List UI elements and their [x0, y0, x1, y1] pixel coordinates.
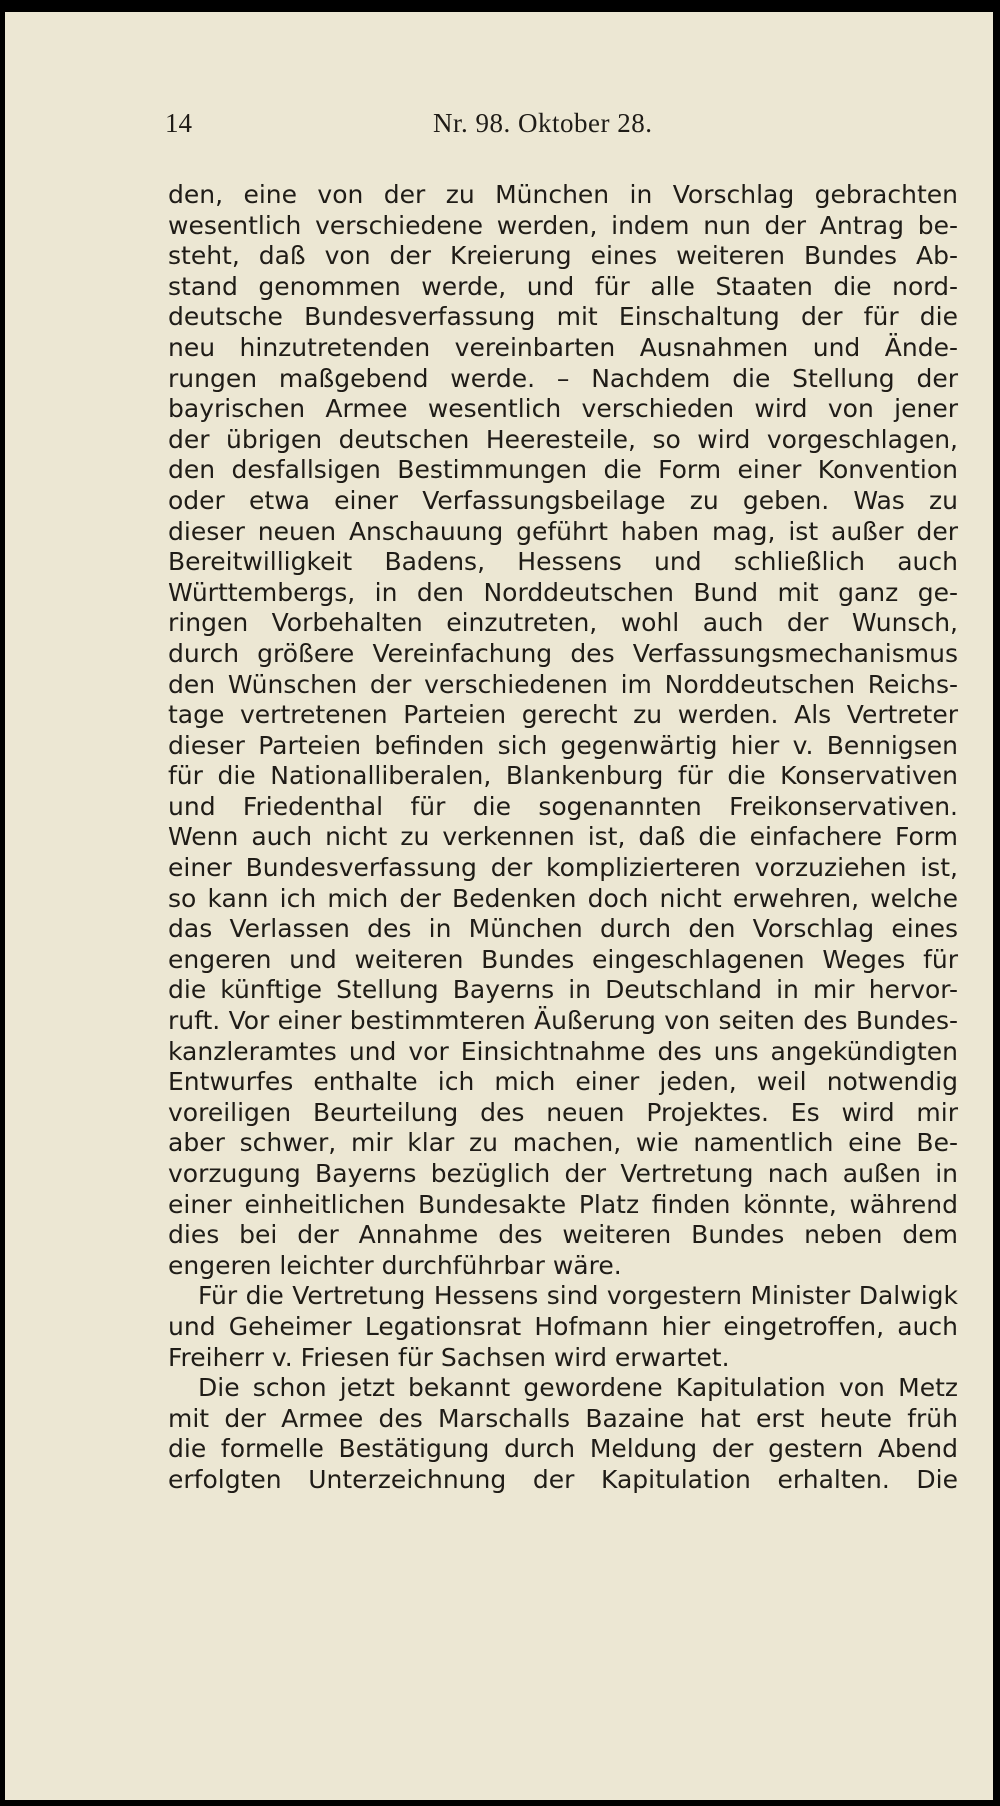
text-line: deutsche Bundesverfassung mit Einschaltung der für die	[168, 302, 958, 332]
text-line: das Verlassen des in München durch den Vorschlag eines	[168, 914, 958, 944]
text-line: Württembergs, in den Norddeutschen Bund mit ganz ge-	[168, 577, 958, 607]
text-line: einer einheitlichen Bundesakte Platz finden könnte, während	[168, 1189, 958, 1219]
text-line: ringen Vorbehalten einzutreten, wohl auch der Wunsch,	[168, 608, 958, 638]
text-line: die formelle Bestätigung durch Meldung der gestern Abend	[168, 1434, 958, 1464]
text-line: und Friedenthal für die sogenannten Freikonservativen.	[168, 791, 958, 821]
text-line: Die schon jetzt bekannt gewordene Kapitulation von Metz	[198, 1373, 958, 1403]
text-line: steht, daß von der Kreierung eines weiteren Bundes Ab-	[168, 241, 958, 271]
text-line: erfolgten Unterzeichnung der Kapitulation erhalten. Die	[168, 1464, 958, 1494]
text-line: neu hinzutretenden vereinbarten Ausnahmen und Ände-	[168, 332, 958, 362]
text-line: ruft. Vor einer bestimmteren Äußerung von seiten des Bundes-	[168, 1006, 958, 1036]
text-line: aber schwer, mir klar zu machen, wie namentlich eine Be-	[168, 1128, 958, 1158]
text-line: dies bei der Annahme des weiteren Bundes neben dem	[168, 1220, 958, 1250]
document-page	[5, 12, 993, 1800]
text-line: die künftige Stellung Bayerns in Deutschland in mir hervor-	[168, 975, 958, 1005]
text-line: oder etwa einer Verfassungsbeilage zu geben. Was zu	[168, 485, 958, 515]
text-line: stand genommen werde, und für alle Staaten die nord-	[168, 271, 958, 301]
text-line: engeren leichter durchführbar wäre.	[168, 1250, 622, 1280]
text-line: den, eine von der zu München in Vorschlag gebrachten	[168, 180, 958, 209]
text-line: Für die Vertretung Hessens sind vorgestern Minister Dalwigk	[198, 1281, 958, 1311]
text-line: voreiligen Beurteilung des neuen Projektes. Es wird mir	[168, 1097, 958, 1127]
text-line: durch größere Vereinfachung des Verfassungsmechanismus	[168, 638, 958, 668]
page-number: 14	[165, 108, 192, 138]
text-line: einer Bundesverfassung der komplizierteren vorzuziehen ist,	[168, 853, 958, 883]
text-line: der übrigen deutschen Heeresteile, so wird vorgeschlagen,	[168, 424, 958, 454]
text-line: und Geheimer Legationsrat Hofmann hier eingetroffen, auch	[168, 1311, 958, 1341]
text-line: so kann ich mich der Bedenken doch nicht erwehren, welche	[168, 883, 958, 913]
text-line: vorzugung Bayerns bezüglich der Vertretung nach außen in	[168, 1159, 958, 1188]
text-line: engeren und weiteren Bundes eingeschlagenen Weges für	[168, 944, 958, 974]
text-line: den Wünschen der verschiedenen im Norddeutschen Reichs-	[168, 669, 958, 699]
page-header	[165, 108, 885, 148]
text-line: tage vertretenen Parteien gerecht zu werden. Als Vertreter	[168, 700, 958, 730]
running-head: Nr. 98. Oktober 28.	[433, 108, 653, 138]
text-line: wesentlich verschiedene werden, indem nun der Antrag be-	[168, 210, 958, 240]
text-line: mit der Armee des Marschalls Bazaine hat erst heute früh	[168, 1403, 958, 1433]
text-line: bayrischen Armee wesentlich verschieden wird von jener	[168, 394, 958, 424]
text-line: rungen maßgebend werde. – Nachdem die Stellung der	[168, 363, 958, 393]
text-line: dieser Parteien befinden sich gegenwärtig hier v. Bennigsen	[168, 730, 958, 760]
text-line: Freiherr v. Friesen für Sachsen wird erwartet.	[168, 1342, 730, 1372]
text-line: kanzleramtes und vor Einsichtnahme des uns angekündigten	[168, 1036, 958, 1066]
text-line: für die Nationalliberalen, Blankenburg für die Konservativen	[168, 761, 958, 791]
text-line: Entwurfes enthalte ich mich einer jeden, weil notwendig	[168, 1067, 958, 1097]
text-line: Wenn auch nicht zu verkennen ist, daß die einfachere Form	[168, 822, 958, 852]
text-line: den desfallsigen Bestimmungen die Form einer Konvention	[168, 455, 958, 485]
text-line: Bereitwilligkeit Badens, Hessens und schließlich auch	[168, 547, 958, 577]
text-line: dieser neuen Anschauung geführt haben mag, ist außer der	[168, 516, 958, 546]
body-text	[168, 180, 958, 1496]
